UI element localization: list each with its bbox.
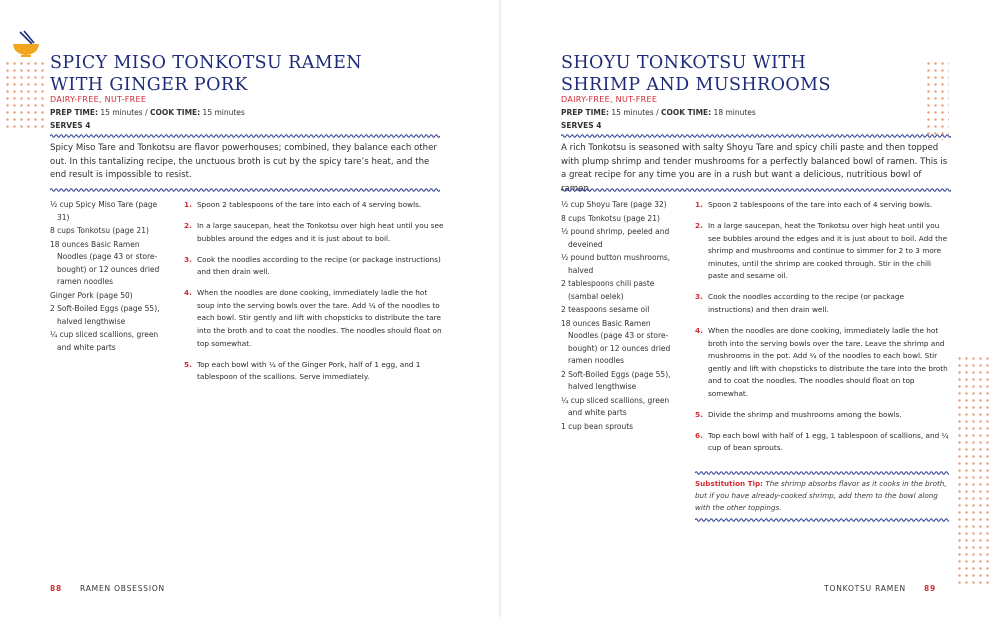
step-text: Top each bowl with half of 1 egg, 1 tablespoon of scallions, and ¼ cup of bean sprouts. (708, 430, 949, 453)
step-item (184, 254, 444, 279)
ingredient-item: 18 ounces Basic Ramen Noodles (page 43 or store-bought) or 12 ounces dried ramen noodles (561, 318, 671, 365)
wave-divider (50, 133, 440, 139)
step-item (184, 220, 444, 245)
recipe-intro: A rich Tonkotsu is seasoned with salty Shoyu Tare and spicy chili paste and then topped with plump shrimp and tender mushrooms for a perfectly balanced bowl of ramen. This is a great recipe for any time you are in a rush but want a delicious, nutritious bowl of ramen. (561, 143, 948, 194)
wave-divider (561, 187, 951, 193)
ingredient-item: 1 cup bean sprouts (561, 421, 634, 431)
ingredient-item: Ginger Pork (page 50) (50, 290, 133, 300)
decorative-dots (956, 355, 992, 585)
page-footer (32, 584, 165, 593)
wave-divider (695, 517, 949, 523)
ingredient-item: ½ cup Spicy Miso Tare (page 31) (50, 200, 158, 222)
serves-count: SERVES 4 (561, 121, 602, 130)
step-text: When the noodles are done cooking, immediately ladle the hot soup into the serving bowls over the tare. Add ¼ of the noodles to each bowl. Stir gently and lift with chopsticks to distribute the tare into the broth and to coat the noodles. The noodles should float on top somewhat. (197, 288, 442, 348)
step-text: When the noodles are done cooking, immediately ladle the hot broth into the serving bowls over the tare. Leave the shrimp and mushrooms in the pot. Add ¼ of the noodles to each bowl. Stir gently and lift with chopsticks to distribute the tare into the broth and to coat the noodles. The noodles should float on top somewhat. (708, 325, 948, 398)
prep-time-label: PREP TIME: (50, 108, 98, 117)
cook-time-value: 18 minutes (713, 108, 756, 117)
recipe-title: SHOYU TONKOTSU WITH SHRIMP AND MUSHROOMS (561, 53, 831, 95)
step-text: Spoon 2 tablespoons of the tare into each of 4 serving bowls. (197, 200, 422, 209)
ingredient-item: 2 Soft-Boiled Eggs (page 55), halved lengthwise (561, 369, 671, 391)
step-item (695, 409, 951, 422)
serves-count: SERVES 4 (50, 121, 91, 130)
step-item (695, 430, 951, 455)
ingredient-item: ½ pound shrimp, peeled and deveined (561, 227, 670, 249)
diet-labels: DAIRY-FREE, NUT-FREE (561, 95, 658, 104)
ingredient-item: 2 tablespoons chili paste (sambal oelek) (561, 279, 655, 301)
step-text: Divide the shrimp and mushrooms among the bowls. (708, 409, 902, 419)
ingredient-item: ½ cup Shoyu Tare (page 32) (561, 200, 667, 209)
step-text: In a large saucepan, heat the Tonkotsu over high heat until you see bubbles around the edges and it is just about to boil. (197, 220, 444, 243)
ingredient-item: 2 teaspoons sesame oil (561, 305, 650, 314)
step-number: 1. (184, 200, 192, 209)
step-number: 2. (184, 220, 192, 230)
ingredient-item: 8 cups Tonkotsu (page 21) (561, 213, 660, 223)
prep-time-value: 15 minutes (611, 108, 654, 117)
wave-divider (50, 187, 440, 193)
diet-labels: DAIRY-FREE, NUT-FREE (50, 95, 147, 104)
time-separator: / (653, 108, 661, 117)
decorative-dots (4, 60, 44, 130)
right-page (501, 0, 1000, 617)
ingredient-item: ¼ cup sliced scallions, green and white parts (561, 395, 670, 417)
ingredient-item: ¼ cup sliced scallions, green and white parts (50, 330, 159, 352)
cook-time-label: COOK TIME: (660, 108, 712, 117)
step-text: In a large saucepan, heat the Tonkotsu over high heat until you see bubbles around the edges and it is just about to boil. Add the shrimp and mushrooms and continue to simmer for 2 to 3 more minutes, until the shrimp are cooked through. Stir in the chili paste and sesame oil. (708, 220, 948, 281)
step-number: 3. (695, 292, 703, 302)
page-number: 89 (923, 584, 936, 593)
ingredient-item: 8 cups Tonkotsu (page 21) (50, 226, 149, 235)
tip-text: The shrimp absorbs flavor as it cooks in the broth, but if you have already-cooked shrimp, add them to the bowl along with the other toppings. (695, 479, 947, 512)
step-item (695, 291, 951, 316)
running-head: RAMEN OBSESSION (80, 584, 165, 593)
step-number: 3. (184, 254, 192, 264)
step-item (184, 199, 444, 212)
page-number: 88 (50, 584, 63, 593)
step-text: Cook the noodles according to the recipe (or package instructions) and then drain well. (708, 292, 904, 314)
ingredient-item: ½ pound button mushrooms, halved (561, 253, 671, 275)
recipe-intro: Spicy Miso Tare and Tonkotsu are flavor powerhouses; combined, they balance each other out. In this tantalizing recipe, the unctuous broth is cut by the spicy tare’s heat, and the end result is impossible to resist. (50, 143, 437, 180)
running-head: TONKOTSU RAMEN (824, 584, 906, 593)
left-page (0, 0, 499, 617)
ramen-bowl-icon (10, 30, 42, 58)
wave-divider (695, 470, 949, 476)
cook-time-value: 15 minutes (202, 108, 245, 117)
step-number: 6. (695, 430, 703, 440)
step-number: 2. (695, 220, 703, 230)
step-item (184, 359, 444, 384)
ingredient-item: 18 ounces Basic Ramen Noodles (page 43 or store-bought) or 12 ounces dried ramen noodles (50, 239, 160, 286)
substitution-tip (695, 478, 949, 514)
step-item (184, 287, 444, 350)
step-text: Cook the noodles according to the recipe (or package instructions) and then drain well. (197, 254, 441, 277)
step-number: 1. (695, 200, 703, 209)
time-separator: / (142, 108, 150, 117)
ingredient-item: 2 Soft-Boiled Eggs (page 55), halved lengthwise (50, 304, 160, 326)
step-number: 4. (184, 288, 192, 298)
recipe-title: SPICY MISO TONKOTSU RAMEN WITH GINGER PORK (50, 53, 362, 95)
step-text: Top each bowl with ¼ of the Ginger Pork, half of 1 egg, and 1 tablespoon of the scallions. Serve immediately. (197, 359, 421, 382)
step-item (695, 199, 951, 212)
cook-time-label: COOK TIME: (149, 108, 201, 117)
step-item (695, 220, 951, 283)
tip-label: Substitution Tip: (695, 479, 764, 488)
step-number: 4. (695, 325, 703, 335)
page-footer (824, 584, 954, 593)
recipe-times (561, 108, 756, 117)
wave-divider (561, 133, 951, 139)
step-list (184, 199, 444, 392)
prep-time-label: PREP TIME: (561, 108, 609, 117)
prep-time-value: 15 minutes (100, 108, 143, 117)
ingredient-list (561, 199, 673, 434)
decorative-dots (925, 60, 949, 140)
step-text: Spoon 2 tablespoons of the tare into each of 4 serving bowls. (708, 200, 933, 209)
step-number: 5. (695, 409, 703, 419)
step-item (695, 325, 951, 401)
step-list (695, 199, 951, 463)
recipe-times (50, 108, 245, 117)
step-number: 5. (184, 359, 192, 369)
ingredient-list (50, 199, 172, 355)
